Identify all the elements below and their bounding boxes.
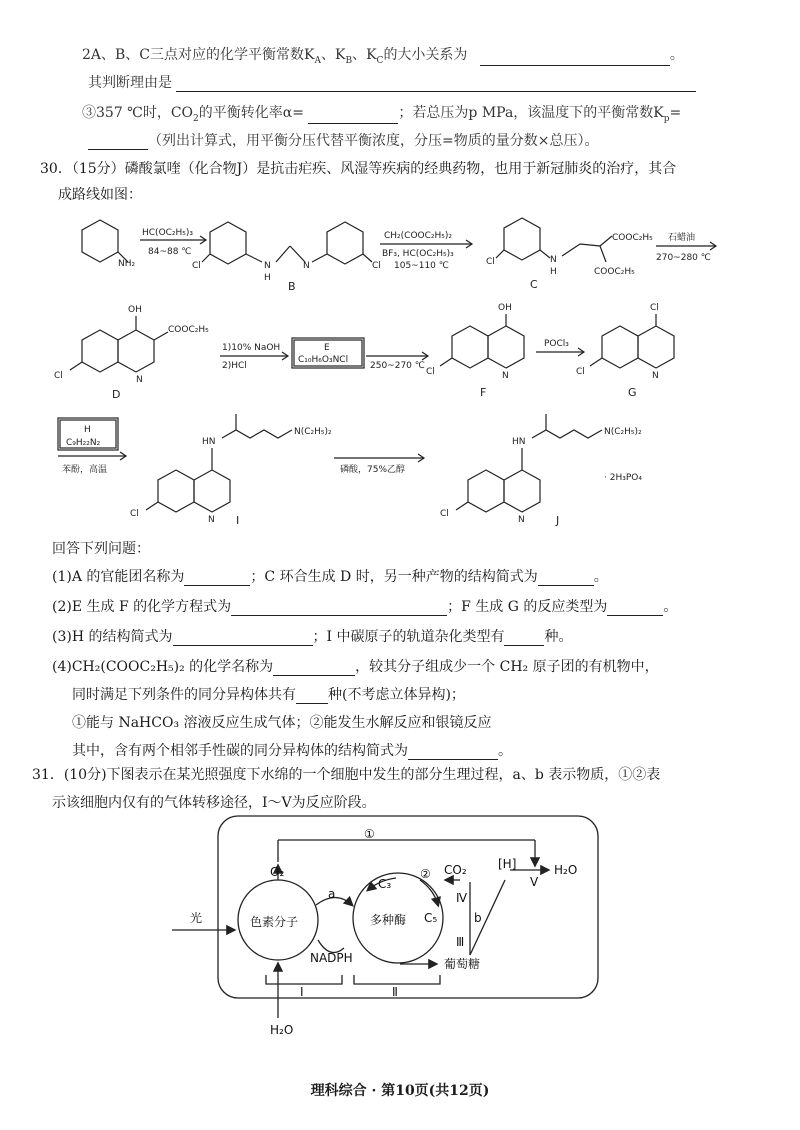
reagent-4-bottom: 2)HCl xyxy=(222,361,247,371)
header-line-3-b: 的平衡转化率α= xyxy=(198,105,304,121)
q31-line-1: 31．(10分)下图表示在某光照强度下水绵的一个细胞中发生的部分生理过程，a、b 表示物质，①②表 xyxy=(32,767,661,783)
substance-b-label: b xyxy=(474,911,482,925)
nadph-label: NADPH xyxy=(310,951,353,965)
glucose-label: 葡萄糖 xyxy=(444,957,481,971)
amine-nh2-label: NH₂ xyxy=(118,259,136,269)
h-label: H xyxy=(84,425,91,435)
b-cl-left: Cl xyxy=(192,261,201,271)
d-n: N xyxy=(136,375,143,385)
header-line-1-b: 、K xyxy=(320,47,346,63)
substance-a-label: a xyxy=(328,887,336,901)
route-2-label: ② xyxy=(420,867,431,881)
reagent-8-top: 磷酸，75%乙醇 xyxy=(340,465,406,475)
q30-intro-2: 成路线如图： xyxy=(58,187,142,203)
header-line-3: ③357 ℃时，$CO_2$的平衡转化率α= ；若总压为p MPa，该温度下的平衡常数$K_p=$ xyxy=(82,105,682,124)
header-line-1-a: 2A、B、C三点对应的化学平衡常数K xyxy=(82,47,315,63)
question-4-a: (4)CH₂(COOC₂H₅)₂ 的化学名称为 xyxy=(52,659,274,675)
header-line-1-end: 。 xyxy=(669,47,684,63)
c-ester-1: COOC₂H₅ xyxy=(612,233,653,243)
compound-i-label: I xyxy=(236,514,240,527)
light-label: 光 xyxy=(190,911,203,925)
i-nr2: N(C₂H₅)₂ xyxy=(294,427,332,437)
reagent-3-top: 石蜡油 xyxy=(668,233,696,243)
question-4-f: 其中，含有两个相邻手性碳的同分异构体的结构简式为 xyxy=(72,743,408,759)
question-1-c: 。 xyxy=(593,569,608,585)
j-n: N xyxy=(518,515,525,525)
compound-d-label: D xyxy=(112,388,121,401)
j-nr2: N(C₂H₅)₂ xyxy=(604,427,642,437)
i-cl: Cl xyxy=(130,509,139,519)
compound-c-label: C xyxy=(530,278,538,291)
g-cl-left: Cl xyxy=(576,367,585,377)
header-line-3-a: ③357 ℃时，CO xyxy=(82,105,194,121)
reagent-3-bottom: 270~280 ℃ xyxy=(656,253,711,263)
question-2-c: 。 xyxy=(663,599,678,615)
d-oh: OH xyxy=(128,305,142,315)
c-ester-2: COOC₂H₅ xyxy=(594,267,635,277)
reagent-5-bottom: 250~270 ℃ xyxy=(370,361,425,371)
pigment-label: 色素分子 xyxy=(250,915,299,929)
b-cl-right: Cl xyxy=(372,261,381,271)
c-cl: Cl xyxy=(486,257,495,267)
reagent-1-bottom: 84~88 ℃ xyxy=(148,247,192,257)
q31-line-2: 示该细胞内仅有的气体转移途径，Ⅰ～Ⅴ为反应阶段。 xyxy=(52,795,376,811)
j-cl: Cl xyxy=(440,509,449,519)
stage-1-label: Ⅰ xyxy=(300,985,304,999)
question-4-conditions: ①能与 NaHCO₃ 溶液反应生成气体；②能发生水解反应和银镜反应 xyxy=(72,715,492,731)
co2-label: CO₂ xyxy=(444,863,467,877)
f-cl: Cl xyxy=(426,367,435,377)
question-2-b: ；F 生成 G 的反应类型为 xyxy=(447,599,608,615)
o2-label: O₂ xyxy=(270,865,285,879)
b-nh-n: N xyxy=(264,261,271,271)
reagent-6-top: POCl₃ xyxy=(544,339,569,349)
page-footer: 理科综合 · 第10页(共12页) xyxy=(310,1083,490,1099)
stage-4-label: Ⅳ xyxy=(456,891,468,905)
question-1-b: ；C 环合生成 D 时，另一种产物的结构简式为 xyxy=(250,569,538,585)
reagent-7-bottom: 苯酚，高温 xyxy=(62,465,108,475)
header-line-4-text: （列出计算式，用平衡分压代替平衡浓度，分压=物质的量分数×总压）。 xyxy=(148,133,599,149)
reagent-1-top: HC(OC₂H₅)₃ xyxy=(142,228,194,238)
stage-5-label: Ⅴ xyxy=(530,875,539,889)
i-n: N xyxy=(208,515,215,525)
h2o-out-label: H₂O xyxy=(554,863,578,877)
b-nh-h: H xyxy=(264,273,271,283)
question-1-a: (1)A 的官能团名称为 xyxy=(52,569,185,585)
c3-label: C₃ xyxy=(378,877,392,891)
question-4-b: ，较其分子组成少一个 CH₂ 原子团的有机物中， xyxy=(355,659,659,675)
g-cl-top: Cl xyxy=(650,303,659,313)
d-ester: COOC₂H₅ xyxy=(168,325,209,335)
i-hn: HN xyxy=(202,437,216,447)
stage-2-label: Ⅱ xyxy=(392,985,398,999)
reagent-4-top: 1)10% NaOH xyxy=(222,343,281,353)
questions-title: 回答下列问题： xyxy=(52,541,150,557)
reagent-2-bottom-2: 105~110 ℃ xyxy=(394,261,449,271)
header-line-1: 2A、B、C三点对应的化学平衡常数$K_A$、$K_B$、$K_C$的大小关系为 。 xyxy=(82,47,684,66)
q30-intro-1: 30．（15分）磷酸氯喹（化合物J）是抗击疟疾、风湿等疾病的经典药物，也用于新冠肺炎的治疗，其合 xyxy=(40,161,677,177)
compound-b-label: B xyxy=(288,280,296,293)
d-cl: Cl xyxy=(54,371,63,381)
question-4-d: 种(不考虑立体异构)； xyxy=(328,687,465,703)
compound-f-label: F xyxy=(480,386,487,399)
h-formula: C₉H₂₂N₂ xyxy=(66,438,101,448)
header-line-3-c: ；若总压为p MPa，该温度下的平衡常数K xyxy=(398,105,664,121)
enzymes-label: 多种酶 xyxy=(370,913,407,927)
question-3-c: 种。 xyxy=(544,629,573,645)
c-nh-n: N xyxy=(550,255,557,265)
header-line-2-text: 其判断理由是 xyxy=(88,75,172,91)
question-4-c: 同时满足下列条件的同分异构体共有 xyxy=(72,687,296,703)
compound-j-label: J xyxy=(556,514,560,527)
c-nh-h: H xyxy=(550,267,557,277)
c5-label: C₅ xyxy=(424,911,438,925)
h-label: [H] xyxy=(498,857,517,871)
question-4-g: 。 xyxy=(498,743,512,759)
f-oh: OH xyxy=(498,303,512,313)
e-formula: C₁₀H₆O₃NCl xyxy=(298,355,349,365)
question-2-a: (2)E 生成 F 的化学方程式为 xyxy=(52,599,232,615)
j-hn: HN xyxy=(512,437,526,447)
e-label: E xyxy=(324,343,330,353)
reagent-2-top: CH₂(COOC₂H₅)₂ xyxy=(384,231,453,241)
header-line-1-d: 的大小关系为 xyxy=(383,47,468,63)
f-n: N xyxy=(502,371,509,381)
g-n: N xyxy=(652,371,659,381)
h2o-in-label: H₂O xyxy=(270,1023,294,1037)
question-3-a: (3)H 的结构简式为 xyxy=(52,629,173,645)
compound-g-label: G xyxy=(628,386,637,399)
question-3-b: ；I 中碳原子的轨道杂化类型有 xyxy=(312,629,505,645)
route-1-label: ① xyxy=(364,827,375,841)
b-n-right: N xyxy=(303,261,310,271)
reagent-2-bottom: BF₃, HC(OC₂H₅)₃ xyxy=(382,249,454,259)
stage-3-label: Ⅲ xyxy=(456,935,465,949)
j-phosphate: · 2H₃PO₄ xyxy=(604,473,642,483)
header-line-1-c: 、K xyxy=(352,47,377,63)
header-line-3-d: = xyxy=(669,105,682,121)
